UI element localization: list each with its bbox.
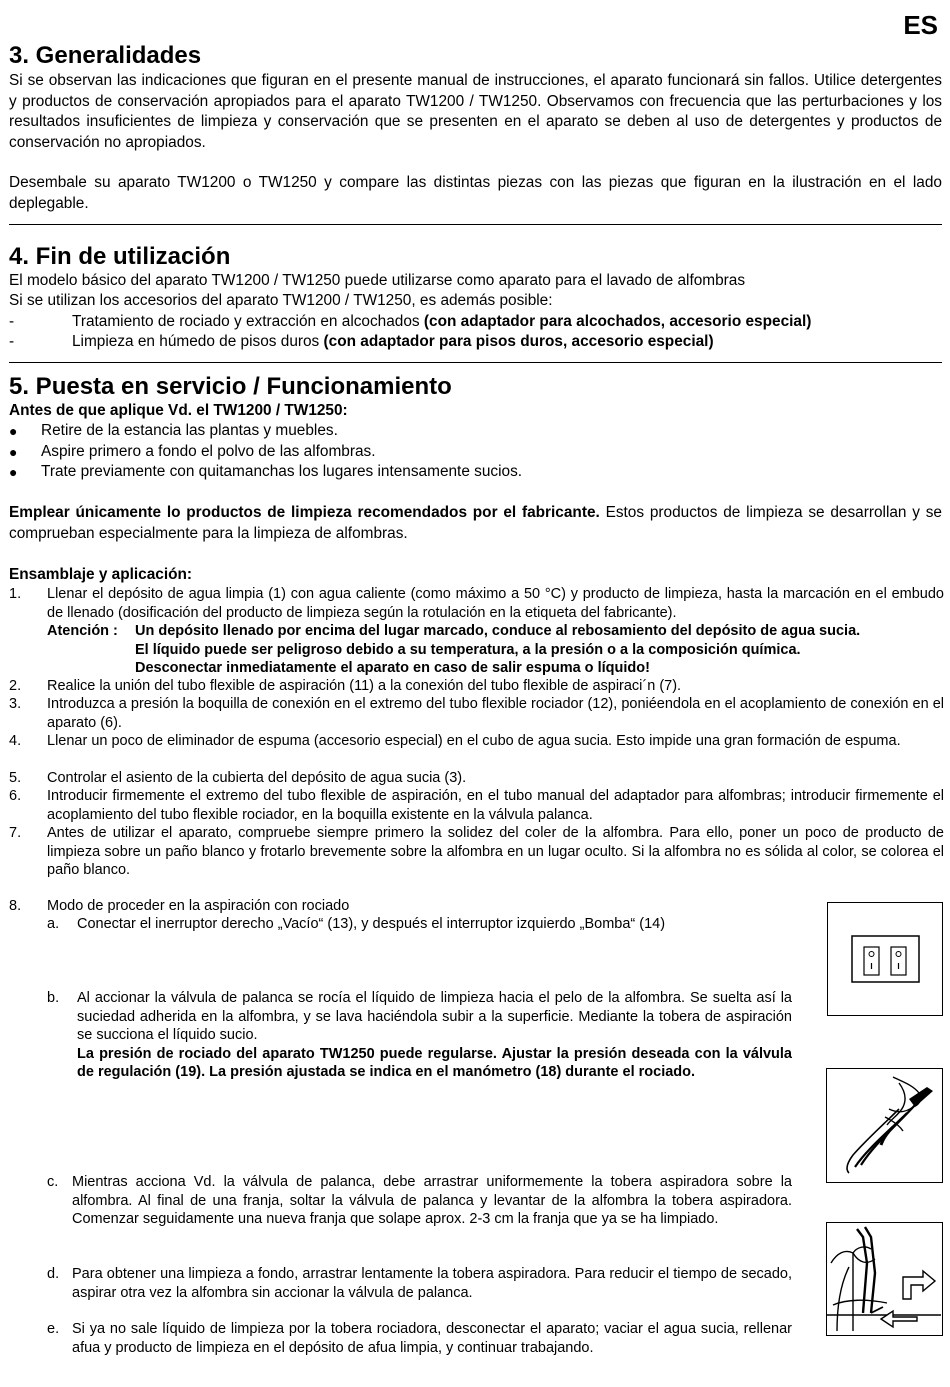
substep-e xyxy=(47,1320,792,1357)
step-text: Introduzca a presión la boquilla de conexión en el extremo del tubo flexible rociador (12), poniéendola en el acoplamiento de conexión en el aparato (6). xyxy=(47,696,944,731)
substep-a xyxy=(47,915,792,934)
bullet-icon: ● xyxy=(9,464,18,480)
switch-panel-figure xyxy=(827,902,943,1016)
substep-text: Mientras acciona Vd. la válvula de palanca, debe arrastrar uniformemente la tobera aspiradora sobre la alfombra. Al final de una franja, soltar la válvula de palanca y levantar de la alfombra la tobera aspiradora. Comenzar seguidamente una nueva franja que solape aprox. 2-3 cm la franja que ya se ha limpiado. xyxy=(72,1174,792,1228)
step-text: Realice la unión del tubo flexible de aspiración (11) a la conexión del tubo flexible de aspiraci´n (7). xyxy=(47,678,682,694)
section-3-paragraph-2: Desembale su aparato TW1200 o TW1250 y compare las distintas piezas con las piezas que figuran en la ilustración en el lado deplegable. xyxy=(9,174,942,212)
substep-letter: a. xyxy=(47,916,60,932)
substep-d xyxy=(47,1265,792,1302)
substep-letter: e. xyxy=(47,1321,60,1337)
substep-text: Conectar el inerruptor derecho „Vacío“ (13), y después el interruptor izquierdo „Bomba“ (14) xyxy=(77,916,666,932)
substep-letter: b. xyxy=(47,990,60,1006)
hand-lever-icon xyxy=(827,1069,941,1181)
warning-line: El líquido puede ser peligroso debido a su temperatura, a la presión o a la composición química. xyxy=(135,641,801,658)
warning-label: Atención : xyxy=(47,623,118,639)
switch-panel-icon xyxy=(828,903,941,1014)
section-5-subtitle: Antes de que aplique Vd. el TW1200 / TW1250: xyxy=(9,402,348,419)
section-3-paragraph-1: Si se observan las indicaciones que figuran en el presente manual de instrucciones, el aparato funcionará sin fallos. Utilice detergentes y productos de conservación apropiados para el aparato TW1200 / TW1250. Observamos con frecuencia que las perturbaciones y los resultados insuficientes de limpieza y conservación que se presenten en el aparato se deben al uso de detergentes y productos de conservación no apropiados. xyxy=(9,72,942,151)
step-number: 6. xyxy=(9,788,22,804)
substep-bold-note: La presión de rociado del aparato TW1250 puede regularse. Ajustar la presión deseada con la válvula de regulación (19). La presión ajustada se indica en el manómetro (18) durante el rociado. xyxy=(77,1045,792,1081)
list-item xyxy=(9,312,942,333)
step-number: 2. xyxy=(9,678,22,694)
step-2 xyxy=(9,677,944,696)
list-item xyxy=(9,332,942,353)
substep-b xyxy=(47,989,792,1082)
substep-text: Al accionar la válvula de palanca se rocía el líquido de limpieza hacia el pelo de la alfombra. Se suelta así la suciedad adherida en la alfombra, y se lava haciéndola subir a la superficie. Mediante la tobera de aspiración se succiona el líquido sucio. xyxy=(77,990,792,1044)
step-text: Llenar un poco de eliminador de espuma (accesorio especial) en el cubo de agua sucia. Esto impide una gran formación de espuma. xyxy=(47,733,901,749)
substep-letter: d. xyxy=(47,1266,60,1282)
section-divider xyxy=(9,224,942,225)
section-4-line-2: Si se utilizan los accesorios del aparato TW1200 / TW1250, es además posible: xyxy=(9,292,553,309)
section-4-title: 4. Fin de utilización xyxy=(9,243,231,270)
warning-block xyxy=(47,622,942,678)
list-item-bold: (con adaptador para pisos duros, accesorio especial) xyxy=(323,333,714,350)
step-8 xyxy=(9,897,754,916)
list-item-bold: (con adaptador para alcochados, accesorio especial) xyxy=(423,313,812,330)
lever-valve-figure xyxy=(826,1068,943,1183)
substep-text: Para obtener una limpieza a fondo, arrastrar lentamente la tobera aspiradora. Para reducir el tiempo de secado, aspirar otra vez la alfombra sin accionar la válvula de palanca. xyxy=(72,1266,792,1301)
dash-marker: - xyxy=(9,333,15,350)
list-item-text: Limpieza en húmedo de pisos duros xyxy=(72,333,324,350)
warning-line: Desconectar inmediatamente el aparato en caso de salir espuma o líquido! xyxy=(135,660,650,677)
step-text: Modo de proceder en la aspiración con rociado xyxy=(47,898,350,914)
assembly-title: Ensamblaje y aplicación: xyxy=(9,566,193,583)
substep-letter: c. xyxy=(47,1174,59,1190)
step-number: 5. xyxy=(9,770,22,786)
nozzle-carpet-figure xyxy=(826,1222,943,1336)
step-text: Llenar el depósito de agua limpia (1) con agua caliente (como máximo a 50 °C) y producto de limpieza, hasta la marcación en el embudo de llenado (dosificación del producto de limpieza según la rotulación en la etiqueta del fabricante). xyxy=(47,586,944,621)
manufacturer-recommendation xyxy=(9,503,942,544)
step-3 xyxy=(9,695,944,732)
step-number: 7. xyxy=(9,825,22,841)
step-number: 8. xyxy=(9,898,22,914)
section-3-title: 3. Generalidades xyxy=(9,42,202,69)
section-5-title: 5. Puesta en servicio / Funcionamiento xyxy=(9,373,452,400)
dash-marker: - xyxy=(9,313,15,330)
step-4 xyxy=(9,732,944,751)
step-7 xyxy=(9,824,944,880)
list-item xyxy=(9,462,942,483)
section-divider xyxy=(9,362,942,363)
step-1 xyxy=(9,585,944,622)
section-4-line-1: El modelo básico del aparato TW1200 / TW1250 puede utilizarse como aparato para el lavado de alfombras xyxy=(9,272,746,289)
step-number: 1. xyxy=(9,586,22,602)
list-item-text: Retire de la estancia las plantas y muebles. xyxy=(41,422,338,439)
list-item-text: Aspire primero a fondo el polvo de las alfombras. xyxy=(41,443,376,460)
recommendation-bold: Emplear únicamente lo productos de limpieza recomendados por el fabricante. xyxy=(9,504,600,521)
step-text: Controlar el asiento de la cubierta del depósito de agua sucia (3). xyxy=(47,770,467,786)
bullet-icon: ● xyxy=(9,423,18,439)
step-number: 3. xyxy=(9,696,22,712)
list-item xyxy=(9,421,942,442)
substep-text: Si ya no sale líquido de limpieza por la tobera rociadora, desconectar el aparato; vaciar el agua sucia, rellenar afua y producto de limpieza en el depósito de afua limpia, y continuar trabajando. xyxy=(72,1321,792,1356)
list-item-text: Tratamiento de rociado y extracción en alcochados xyxy=(72,313,424,330)
nozzle-arrows-icon xyxy=(827,1223,941,1334)
recommendation-text: Estos productos de limpieza se desarrollan y se comprueban especialmente para la limpieza de alfombras. xyxy=(9,504,942,542)
language-code: ES xyxy=(903,10,938,40)
list-item xyxy=(9,442,942,463)
step-text: Antes de utilizar el aparato, compruebe siempre primero la solidez del coler de la alfombra. Para ello, poner un poco de producto de limpieza sobre un paño blanco y frotarlo brevemente sobre la alfombra en un lugar oculto. Si la alfombra no es sólida al color, se colorea el paño blanco. xyxy=(47,825,944,879)
substep-c xyxy=(47,1173,792,1229)
step-5 xyxy=(9,769,944,788)
step-number: 4. xyxy=(9,733,22,749)
list-item-text: Trate previamente con quitamanchas los lugares intensamente sucios. xyxy=(41,463,523,480)
step-6 xyxy=(9,787,944,824)
warning-line: Un depósito llenado por encima del lugar marcado, conduce al rebosamiento del depósito de agua sucia. xyxy=(135,623,861,639)
bullet-icon: ● xyxy=(9,444,18,460)
step-text: Introducir firmemente el extremo del tubo flexible de aspiración, en el tubo manual del adaptador para alfombras; introducir firmemente el acoplamiento del tubo flexible rociador, en la boquilla existente en la válvula palanca. xyxy=(47,788,944,823)
